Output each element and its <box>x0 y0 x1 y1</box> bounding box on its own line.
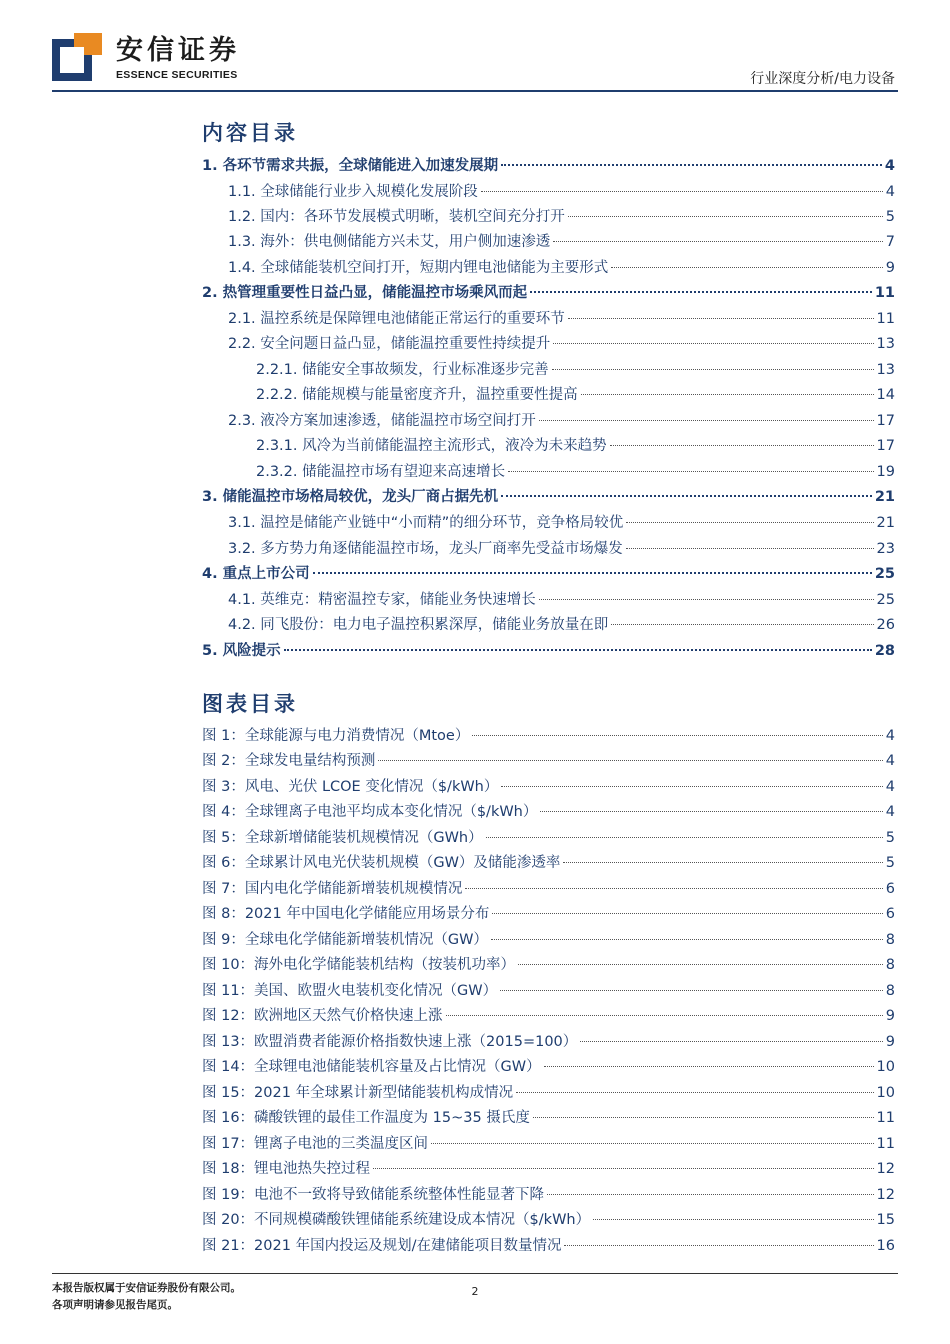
figure-entry-page: 4 <box>885 804 895 820</box>
dot-leader <box>611 267 882 268</box>
toc-entry-page: 28 <box>874 643 895 659</box>
toc-entry-label: 1. 各环节需求共振，全球储能进入加速发展期 <box>202 158 499 174</box>
toc-entry-page: 21 <box>876 515 895 531</box>
dot-leader <box>563 862 882 863</box>
toc-entry-page: 23 <box>876 541 895 557</box>
figure-entry[interactable] <box>202 1007 895 1025</box>
dot-leader <box>431 1143 873 1144</box>
figure-entry-label: 图 11：美国、欧盟火电装机变化情况（GW） <box>202 983 498 999</box>
figure-entry[interactable] <box>202 1186 895 1204</box>
figure-entry-label: 图 14：全球锂电池储能装机容量及占比情况（GW） <box>202 1059 541 1075</box>
dot-leader <box>492 913 882 914</box>
toc-entry-page: 17 <box>876 413 895 429</box>
figure-entry-label: 图 7：国内电化学储能新增装机规模情况 <box>202 881 463 897</box>
toc-entry[interactable] <box>202 284 895 302</box>
brand-name-en: ESSENCE SECURITIES <box>116 69 238 81</box>
toc-entry[interactable] <box>228 412 895 430</box>
brand-name-cn: 安信证券 <box>116 35 240 66</box>
toc-entry[interactable] <box>228 183 895 201</box>
toc-entry-page: 21 <box>874 489 895 505</box>
figure-entry[interactable] <box>202 1109 895 1127</box>
figure-entry-label: 图 10：海外电化学储能装机结构（按装机功率） <box>202 957 516 973</box>
dot-leader <box>501 786 882 787</box>
toc-entry-page: 4 <box>884 158 895 174</box>
figure-entry-page: 9 <box>885 1008 895 1024</box>
figure-entry-page: 9 <box>885 1034 895 1050</box>
toc-entry-page: 25 <box>874 566 895 582</box>
figure-entry[interactable] <box>202 931 895 949</box>
dot-leader <box>508 471 873 472</box>
toc-entry-label: 5. 风险提示 <box>202 643 281 659</box>
dot-leader <box>611 624 873 625</box>
copyright-note: 本报告版权属于安信证券股份有限公司。 <box>52 1282 241 1294</box>
toc-entry-label: 1.3. 海外：供电侧储能方兴未艾，用户侧加速渗透 <box>228 234 551 250</box>
dot-leader <box>568 216 883 217</box>
figure-entry-label: 图 21：2021 年国内投运及规划/在建储能项目数量情况 <box>202 1238 562 1254</box>
figure-entry-label: 图 15：2021 年全球累计新型储能装机构成情况 <box>202 1085 514 1101</box>
page-header <box>0 0 950 92</box>
toc-entry-label: 2.3.1. 风冷为当前储能温控主流形式，液冷为未来趋势 <box>256 438 607 454</box>
figure-entry-label: 图 9：全球电化学储能新增装机情况（GW） <box>202 932 488 948</box>
toc-entry[interactable] <box>228 616 895 634</box>
dot-leader <box>486 837 883 838</box>
dot-leader <box>481 191 883 192</box>
dot-leader <box>564 1245 873 1246</box>
toc-entry-page: 26 <box>876 617 895 633</box>
figure-entry[interactable] <box>202 905 895 923</box>
toc-entry-page: 13 <box>876 336 895 352</box>
dot-leader <box>547 1194 873 1195</box>
dot-leader <box>539 420 874 421</box>
figure-entry-page: 11 <box>876 1110 895 1126</box>
figure-entry-label: 图 4：全球锂离子电池平均成本变化情况（$/kWh） <box>202 804 538 820</box>
toc-entry-page: 13 <box>876 362 895 378</box>
figure-entry-label: 图 19：电池不一致将导致储能系统整体性能显著下降 <box>202 1187 545 1203</box>
dot-leader <box>530 291 872 293</box>
footer-divider <box>52 1273 898 1274</box>
figure-entry-label: 图 16：磷酸铁锂的最佳工作温度为 15~35 摄氏度 <box>202 1110 530 1126</box>
toc-entry-page: 14 <box>876 387 895 403</box>
figure-entry[interactable] <box>202 727 895 745</box>
figure-entry-page: 10 <box>876 1059 895 1075</box>
figure-entry-label: 图 13：欧盟消费者能源价格指数快速上涨（2015=100） <box>202 1034 578 1050</box>
figure-entry-label: 图 6：全球累计风电光伏装机规模（GW）及储能渗透率 <box>202 855 561 871</box>
toc-entry-label: 4.2. 同飞股份：电力电子温控积累深厚，储能业务放量在即 <box>228 617 609 633</box>
toc-entry-page: 19 <box>876 464 895 480</box>
toc-entry[interactable] <box>256 463 895 481</box>
dot-leader <box>593 1219 873 1220</box>
dot-leader <box>373 1168 873 1169</box>
toc-entry-label: 1.1. 全球储能行业步入规模化发展阶段 <box>228 184 478 200</box>
figure-entry-label: 图 1：全球能源与电力消费情况（Mtoe） <box>202 728 470 744</box>
figure-entry-label: 图 18：锂电池热失控过程 <box>202 1161 371 1177</box>
toc-entry-label: 4. 重点上市公司 <box>202 566 310 582</box>
dot-leader <box>580 1041 882 1042</box>
figure-entry[interactable] <box>202 854 895 872</box>
dot-leader <box>501 164 882 166</box>
figure-entry-label: 图 3：风电、光伏 LCOE 变化情况（$/kWh） <box>202 779 499 795</box>
toc-entry-page: 4 <box>885 184 895 200</box>
dot-leader <box>518 964 883 965</box>
toc-entry-page: 5 <box>885 209 895 225</box>
toc-entry[interactable] <box>256 386 895 404</box>
figure-entry[interactable] <box>202 982 895 1000</box>
figure-entry[interactable] <box>202 778 895 796</box>
figure-entry-page: 8 <box>885 932 895 948</box>
figure-entry-page: 5 <box>885 830 895 846</box>
figure-entry[interactable] <box>202 1160 895 1178</box>
toc-entry[interactable] <box>256 437 895 455</box>
toc-entry-label: 2.2. 安全问题日益凸显，储能温控重要性持续提升 <box>228 336 551 352</box>
toc-entry[interactable] <box>202 488 895 506</box>
figure-entry[interactable] <box>202 880 895 898</box>
figure-entry-label: 图 12：欧洲地区天然气价格快速上涨 <box>202 1008 443 1024</box>
toc-entry-page: 11 <box>874 285 895 301</box>
toc-entry-label: 2.2.2. 储能规模与能量密度齐升，温控重要性提高 <box>256 387 578 403</box>
toc-entry-label: 2.2.1. 储能安全事故频发，行业标准逐步完善 <box>256 362 549 378</box>
figure-entry[interactable] <box>202 1058 895 1076</box>
figure-entry-page: 11 <box>876 1136 895 1152</box>
figure-entry-label: 图 17：锂离子电池的三类温度区间 <box>202 1136 429 1152</box>
toc-entry-page: 9 <box>885 260 895 276</box>
report-category: 行业深度分析/电力设备 <box>750 71 895 87</box>
toc-entry-label: 4.1. 英维克：精密温控专家，储能业务快速增长 <box>228 592 536 608</box>
figures-title: 图表目录 <box>202 692 298 716</box>
page-number: 2 <box>471 1285 479 1298</box>
figure-entry-label: 图 2：全球发电量结构预测 <box>202 753 376 769</box>
figure-entry-page: 12 <box>876 1187 895 1203</box>
essence-logo-icon <box>52 33 102 81</box>
dot-leader <box>284 649 872 651</box>
toc-entry-page: 7 <box>885 234 895 250</box>
toc-entry[interactable] <box>228 514 895 532</box>
dot-leader <box>626 522 873 523</box>
dot-leader <box>552 369 874 370</box>
toc-entry-page: 17 <box>876 438 895 454</box>
dot-leader <box>491 939 883 940</box>
dot-leader <box>472 735 882 736</box>
figure-entry-page: 4 <box>885 753 895 769</box>
dot-leader <box>378 760 882 761</box>
toc-entry-label: 3.1. 温控是储能产业链中“小而精”的细分环节，竞争格局较优 <box>228 515 624 531</box>
figure-entry[interactable] <box>202 829 895 847</box>
dot-leader <box>553 241 882 242</box>
dot-leader <box>446 1015 883 1016</box>
toc-entry-label: 2.1. 温控系统是保障锂电池储能正常运行的重要环节 <box>228 311 565 327</box>
toc-entry[interactable] <box>202 565 895 583</box>
toc-entry[interactable] <box>202 642 895 660</box>
figure-entry[interactable] <box>202 956 895 974</box>
toc-entry-page: 11 <box>876 311 895 327</box>
dot-leader <box>626 548 874 549</box>
toc-entry[interactable] <box>228 335 895 353</box>
toc-entry[interactable] <box>228 310 895 328</box>
figure-entry-label: 图 20：不同规模磷酸铁锂储能系统建设成本情况（$/kWh） <box>202 1212 591 1228</box>
toc-entry-label: 2.3. 液冷方案加速渗透，储能温控市场空间打开 <box>228 413 536 429</box>
figure-entry[interactable] <box>202 1237 895 1255</box>
toc-entry-label: 2. 热管理重要性日益凸显，储能温控市场乘风而起 <box>202 285 528 301</box>
dot-leader <box>500 990 883 991</box>
dot-leader <box>553 343 873 344</box>
toc-entry-label: 1.4. 全球储能装机空间打开，短期内锂电池储能为主要形式 <box>228 260 609 276</box>
toc-entry[interactable] <box>228 233 895 251</box>
figure-entry[interactable] <box>202 803 895 821</box>
figure-entry-label: 图 5：全球新增储能装机规模情况（GWh） <box>202 830 483 846</box>
figure-entry-page: 16 <box>876 1238 895 1254</box>
toc-entry[interactable] <box>228 540 895 558</box>
dot-leader <box>501 495 872 497</box>
disclaimer-note: 各项声明请参见报告尾页。 <box>52 1299 178 1311</box>
toc-entry-page: 25 <box>876 592 895 608</box>
dot-leader <box>516 1092 873 1093</box>
figure-entry[interactable] <box>202 752 895 770</box>
toc-title: 内容目录 <box>202 121 298 145</box>
figure-entry[interactable] <box>202 1033 895 1051</box>
figure-entry-page: 4 <box>885 728 895 744</box>
figure-entry-page: 12 <box>876 1161 895 1177</box>
figure-entry-page: 15 <box>876 1212 895 1228</box>
toc-entry[interactable] <box>228 591 895 609</box>
dot-leader <box>313 572 872 574</box>
dot-leader <box>539 599 874 600</box>
header-divider <box>52 90 898 92</box>
figure-entry[interactable] <box>202 1211 895 1229</box>
figure-entry-page: 6 <box>885 906 895 922</box>
figure-entry[interactable] <box>202 1135 895 1153</box>
toc-entry-label: 1.2. 国内：各环节发展模式明晰，装机空间充分打开 <box>228 209 565 225</box>
figure-entry-page: 6 <box>885 881 895 897</box>
toc-entry[interactable] <box>228 259 895 277</box>
dot-leader <box>540 811 882 812</box>
figure-entry-page: 8 <box>885 983 895 999</box>
dot-leader <box>533 1117 874 1118</box>
figure-entry-page: 4 <box>885 779 895 795</box>
dot-leader <box>568 318 874 319</box>
dot-leader <box>581 394 874 395</box>
toc-entry[interactable] <box>228 208 895 226</box>
toc-entry-label: 3. 储能温控市场格局较优，龙头厂商占据先机 <box>202 489 499 505</box>
dot-leader <box>544 1066 874 1067</box>
dot-leader <box>610 445 874 446</box>
toc-entry-label: 2.3.2. 储能温控市场有望迎来高速增长 <box>256 464 506 480</box>
figure-entry-label: 图 8：2021 年中国电化学储能应用场景分布 <box>202 906 490 922</box>
toc-entry[interactable] <box>256 361 895 379</box>
dot-leader <box>465 888 882 889</box>
figure-entry-page: 5 <box>885 855 895 871</box>
figure-entry[interactable] <box>202 1084 895 1102</box>
figure-entry-page: 8 <box>885 957 895 973</box>
figure-entry-page: 10 <box>876 1085 895 1101</box>
toc-entry-label: 3.2. 多方势力角逐储能温控市场，龙头厂商率先受益市场爆发 <box>228 541 623 557</box>
toc-entry[interactable] <box>202 157 895 175</box>
